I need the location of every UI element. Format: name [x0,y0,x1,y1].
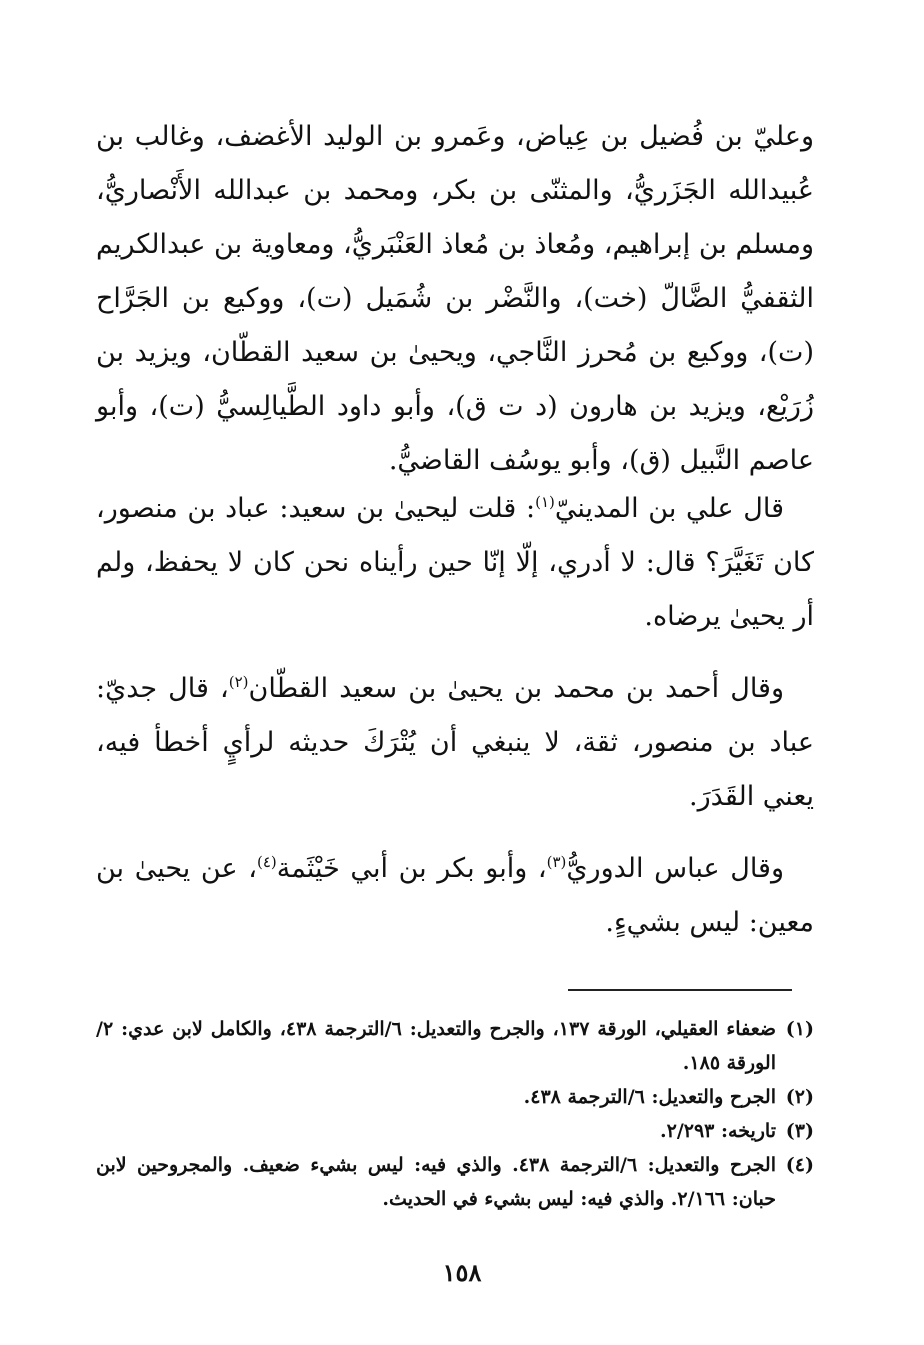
paragraph-text: ، عن يحيىٰ بن معين: ليس بشيءٍ. [96,853,814,938]
page-number: ١٥٨ [442,1258,482,1287]
footnote-item [96,1148,814,1216]
footnote-text: ضعفاء العقيلي، الورقة ١٣٧، والجرح والتعديل: ٦/الترجمة ٤٣٨، والكامل لابن عدي: ٢/الورقة ١٨٥. [96,1018,776,1074]
footnote-reference: (١) [535,493,555,511]
paragraph-text: وقال أحمد بن محمد بن يحيىٰ بن سعيد القطّان [248,673,784,704]
footnote-number: (١) [785,1018,814,1040]
footnote-text: تاريخه: ٢/٢٩٣. [659,1120,776,1142]
paragraph-text: ، قال جديّ: عباد بن منصور، ثقة، لا ينبغي أن يُتْرَكَ حديثه لرأيٍ أخطأ فيه، يعني القَدَرَ. [96,673,814,812]
footnote-text: الجرح والتعديل: ٦/الترجمة ٤٣٨. والذي فيه: ليس بشيء ضعيف. والمجروحين لابن حبان: ٢/١٦٦. والذي فيه: ليس بشيء في الحديث. [96,1154,776,1210]
paragraph-text: : قلت ليحيىٰ بن سعيد: عباد بن منصور، كان تَغَيَّرَ؟ قال: لا أدري، إلّا إنّا حين رأيناه نحن كان لا يحفظ، ولم أر يحيىٰ يرضاه. [96,493,814,632]
footnote-number: (٤) [785,1154,814,1176]
footnotes [96,1012,814,1216]
footnote-item [96,1080,814,1114]
paragraph-narrators-list [96,110,814,488]
footnote-reference: (٤) [256,853,277,871]
paragraph-text: وعليّ بن فُضيل بن عِياض، وعَمرو بن الوليد الأغضف، وغالب بن عُبيدالله الجَزَريُّ، والمثنّى بن بكر، ومحمد بن عبدالله الأَنْصاريُّ، ومسلم بن إبراهيم، ومُعاذ بن مُعاذ العَنْبَريُّ، ومعاوية بن عبدالكريم الثقفيُّ الضَّالّ (خت)، والنَّضْر بن شُمَيل (ت)، ووكيع بن الجَرَّاح (ت)، ووكيع بن مُحرز النَّاجي، ويحيىٰ بن سعيد القطّان، ويزيد بن زُرَيْع، ويزيد بن هارون (د ت ق)، وأبو داود الطَّيالِسيُّ (ت)، وأبو عاصم النَّبيل (ق)، وأبو يوسُف القاضيُّ. [96,121,814,476]
footnote-divider [568,989,792,991]
paragraph-abbas-ad-duri [96,842,814,950]
paragraph-ahmad-al-qattan [96,662,814,824]
footnote-number: (٢) [785,1086,814,1108]
footnote-item [96,1012,814,1080]
paragraph-text: وقال عباس الدوريُّ [566,853,784,884]
paragraph-text: قال علي بن المدينيّ [554,493,785,524]
paragraph-text: ، وأبو بكر بن أبي خَيْثَمة [276,853,547,884]
footnote-reference: (٢) [228,673,249,691]
footnote-number: (٣) [785,1120,814,1142]
paragraph-ibn-al-madini [96,482,814,644]
footnote-reference: (٣) [546,853,567,871]
footnote-item [96,1114,814,1148]
footnote-text: الجرح والتعديل: ٦/الترجمة ٤٣٨. [523,1086,776,1108]
